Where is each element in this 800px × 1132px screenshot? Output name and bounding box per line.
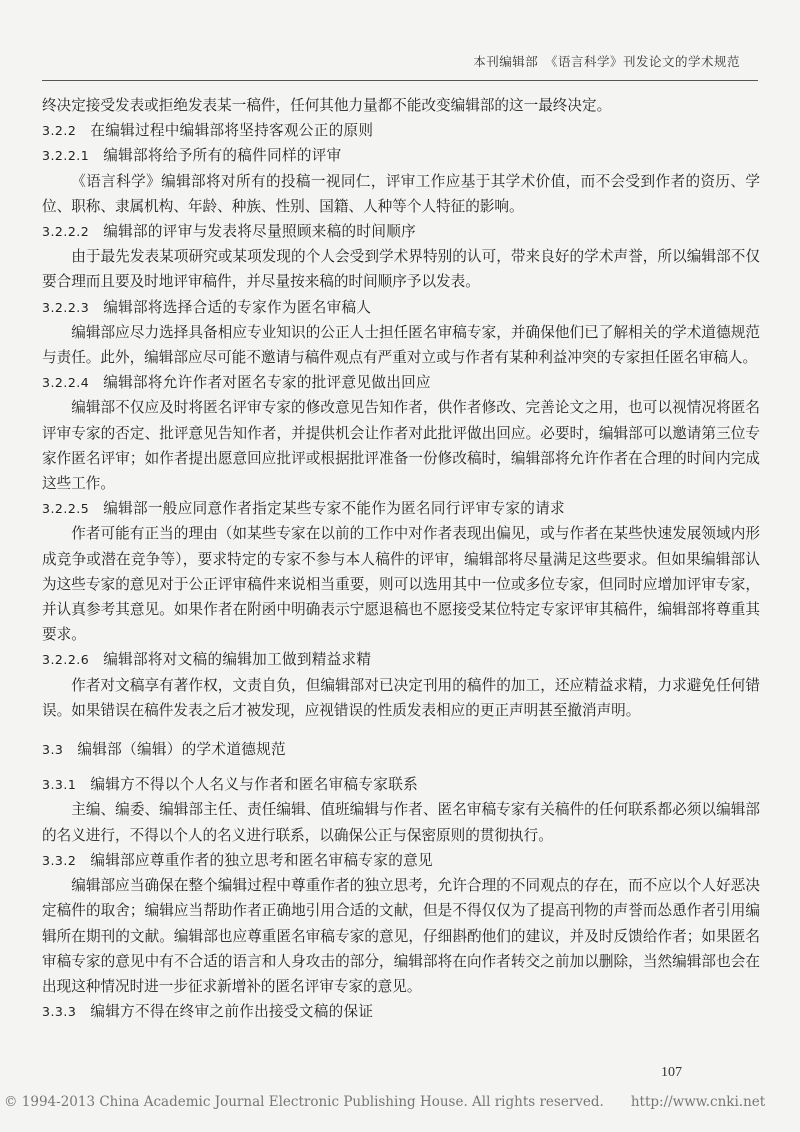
article-body (42, 93, 760, 1024)
heading-3-3-3: 3.3.3 编辑方不得在终审之前作出接受文稿的保证 (42, 1003, 374, 1021)
heading-3-2-2-5: 3.2.2.5 编辑部一般应同意作者指定某些专家不能作为匿名同行评审专家的请求 (42, 500, 565, 518)
paragraph: 《语言科学》编辑部将对所有的投稿一视同仁，评审工作应基于其学术价值，而不会受到作者的资历、学位、职称、隶属机构、年龄、种族、性别、国籍、人种等个人特征的影响。 (42, 172, 760, 215)
paragraph: 编辑部不仅应及时将匿名评审专家的修改意见告知作者，供作者修改、完善论文之用，也可以视情况将匿名评审专家的否定、批评意见告知作者，并提供机会让作者对此批评做出回应。必要时，编辑部可以邀请第三位专家作匿名评审；如作者提出愿意回应批评或根据批评准备一份修改稿时，编辑部将允许作者在合理的时间内完成这些工作。 (42, 399, 760, 493)
running-header: 本刊编辑部 《语言科学》刊发论文的学术规范 (473, 54, 740, 69)
heading-3-2-2: 3.2.2 在编辑过程中编辑部将坚持客观公正的原则 (42, 122, 374, 140)
page-number: 107 (661, 1065, 682, 1080)
heading-3-2-2-4: 3.2.2.4 编辑部将允许作者对匿名专家的批评意见做出回应 (42, 374, 431, 392)
heading-3-2-2-3: 3.2.2.3 编辑部将选择合适的专家作为匿名审稿人 (42, 298, 372, 316)
heading-3-3-2: 3.3.2 编辑部应尊重作者的独立思考和匿名审稿专家的意见 (42, 851, 433, 869)
continued-paragraph: 终决定接受发表或拒绝发表某一稿件，任何其他力量都不能改变编辑部的这一最终决定。 (42, 97, 612, 114)
paragraph: 作者对文稿享有著作权，文责自负，但编辑部对已决定刊用的稿件的加工，还应精益求精，力求避免任何错误。如果错误在稿件发表之后才被发现，应视错误的性质发表相应的更正声明甚至撤消声明。 (42, 676, 760, 719)
heading-3-2-2-6: 3.2.2.6 编辑部将对文稿的编辑加工做到精益求精 (42, 651, 372, 669)
paragraph: 编辑部应尽力选择具备相应专业知识的公正人士担任匿名审稿专家，并确保他们已了解相关的学术道德规范与责任。此外，编辑部应尽可能不邀请与稿件观点有严重对立或与作者有某种利益冲突的专家担任匿名审稿人。 (42, 323, 760, 367)
copyright-footer: © 1994-2013 China Academic Journal Electronic Publishing House. All rights reserved. http://www.cnki.net (4, 1094, 766, 1110)
heading-3-2-2-1: 3.2.2.1 编辑部将给予所有的稿件同样的评审 (42, 147, 342, 165)
heading-3-3-1: 3.3.1 编辑方不得以个人名义与作者和匿名审稿专家联系 (42, 776, 418, 794)
section-heading-3-3: 3.3 编辑部（编辑）的学术道德规范 (42, 741, 286, 759)
paragraph: 由于最先发表某项研究或某项发现的个人会受到学术界特别的认可，带来良好的学术声誉，所以编辑部不仅要合理而且要及时地评审稿件，并尽量按来稿的时间顺序予以发表。 (42, 248, 760, 291)
paragraph: 作者可能有正当的理由（如某些专家在以前的工作中对作者表现出偏见，或与作者在某些快速发展领域内形成竞争或潜在竞争等），要求特定的专家不参与本人稿件的评审，编辑部将尽量满足这些要求。但如果编辑部认为这些专家的意见对于公正评审稿件来说相当重要，则可以选用其中一位或多位专家，但同时应增加评审专家，并认真参考其意见。如果作者在附函中明确表示宁愿退稿也不愿接受某位特定专家评审其稿件，编辑部将尊重其要求。 (42, 525, 760, 644)
paragraph: 编辑部应当确保在整个编辑过程中尊重作者的独立思考，允许合理的不同观点的存在，而不应以个人好恶决定稿件的取舍；编辑应当帮助作者正确地引用合适的文献，但是不得仅仅为了提高刊物的声誉而怂恿作者引用编辑所在期刊的文献。编辑部也应尊重匿名审稿专家的意见，仔细斟酌他们的建议，并及时反馈给作者；如果匿名审稿专家的意见中有不合适的语言和人身攻击的部分，编辑部将在向作者转交之前加以删除，当然编辑部也会在出现这种情况时进一步征求新增补的匿名评审专家的意见。 (42, 877, 760, 995)
header-divider (42, 80, 758, 81)
heading-3-2-2-2: 3.2.2.2 编辑部的评审与发表将尽量照顾来稿的时间顺序 (42, 223, 417, 241)
paragraph: 主编、编委、编辑部主任、责任编辑、值班编辑与作者、匿名审稿专家有关稿件的任何联系都必须以编辑部的名义进行，不得以个人的名义进行联系，以确保公正与保密原则的贯彻执行。 (42, 801, 760, 844)
